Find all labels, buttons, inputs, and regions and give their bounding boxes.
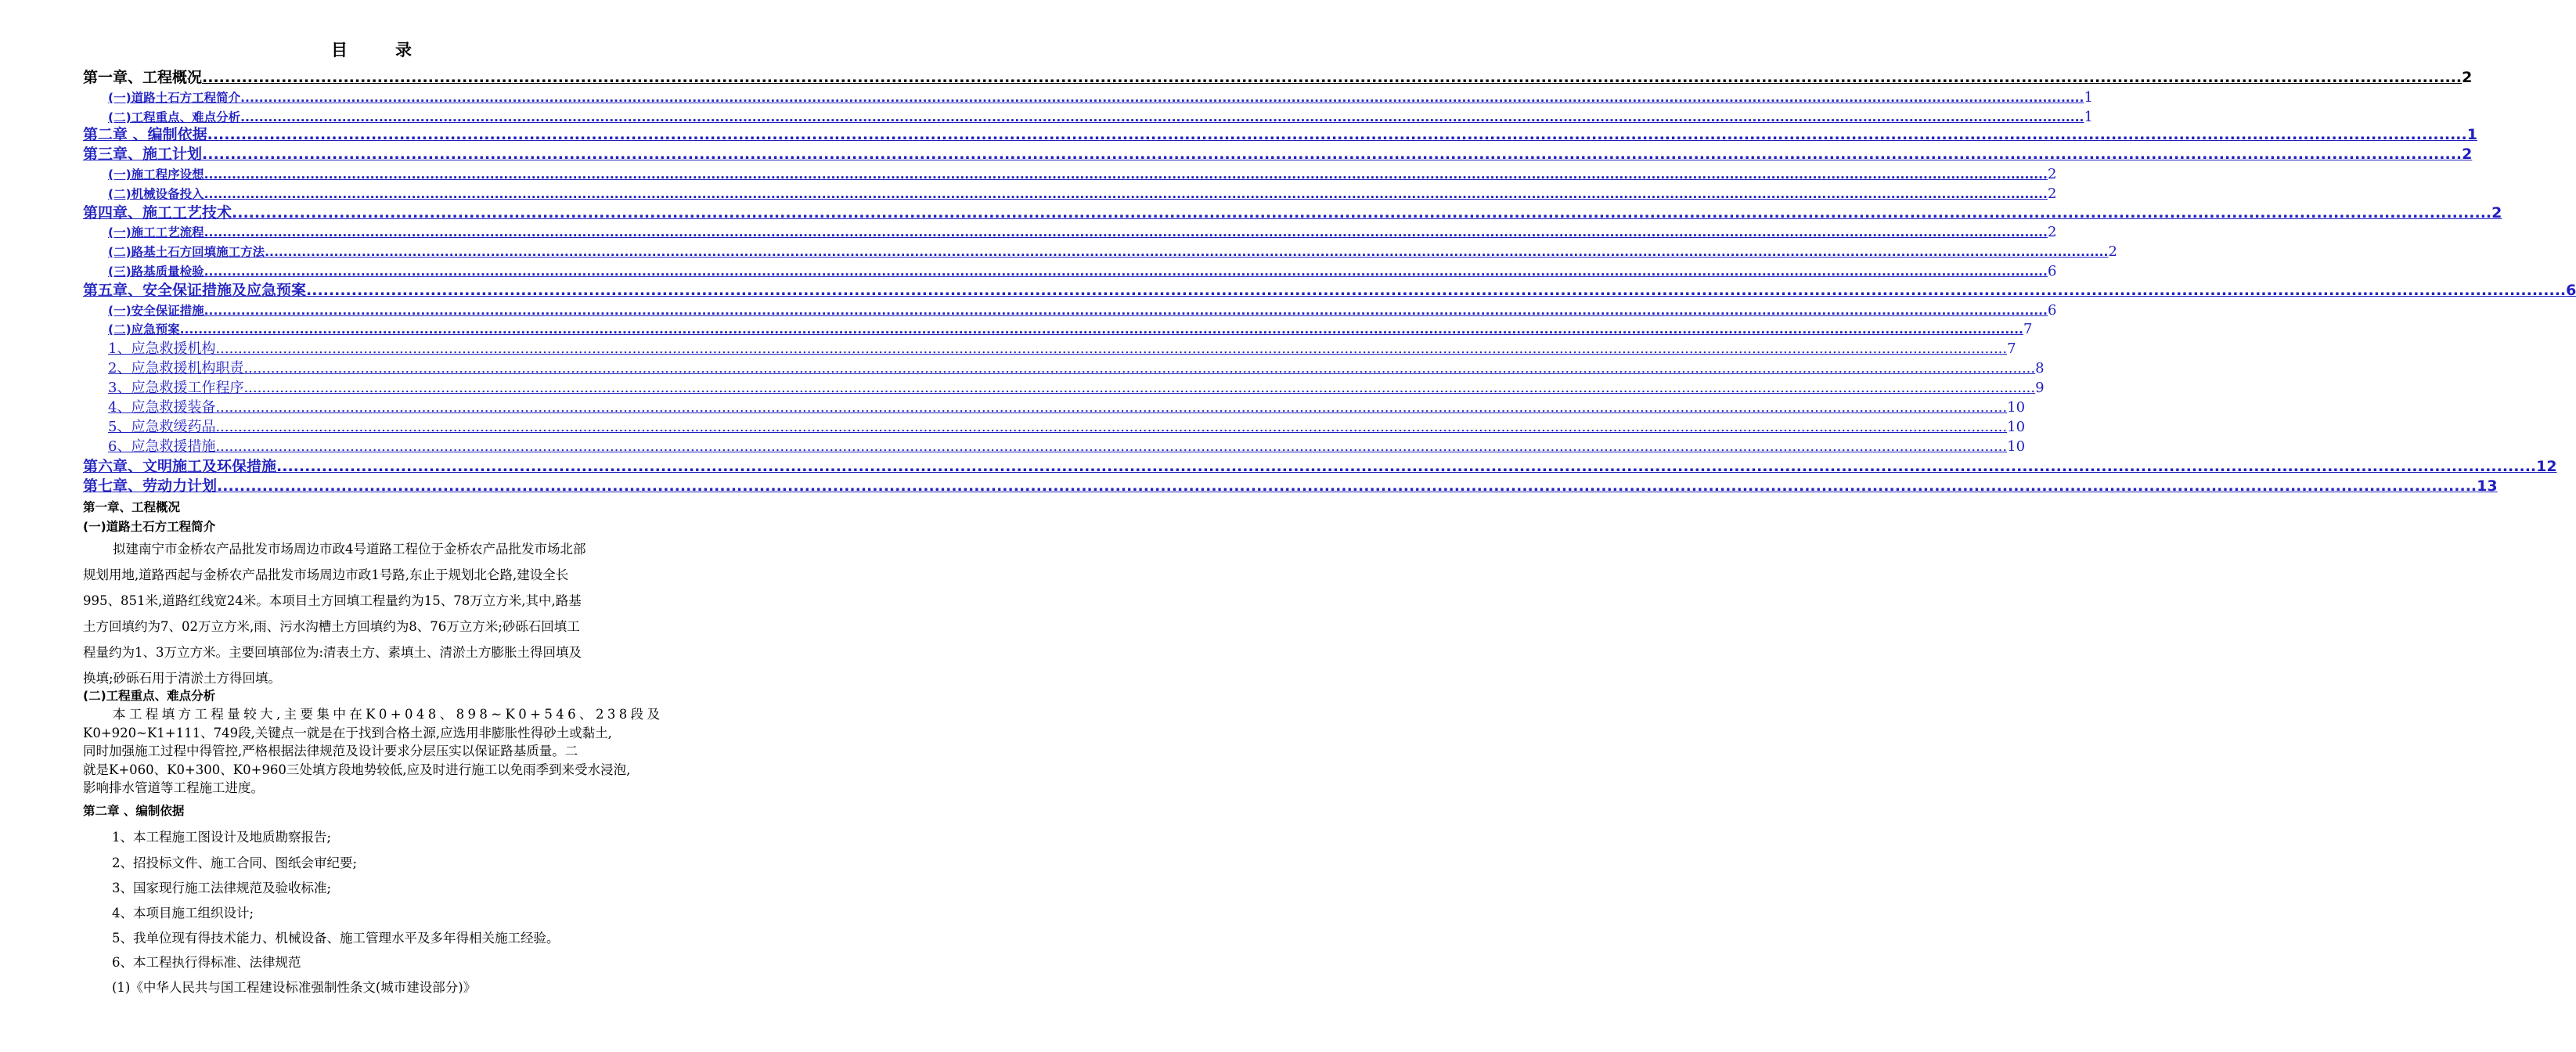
basis-item: 5、我单位现有得技术能力、机械设备、施工管理水平及多年得相关施工经验。 (112, 931, 560, 946)
toc-page-number: 9 (2035, 380, 2045, 396)
toc-dot-leader: ................................................................................................................................................................................................................................................................................................................................................................................................................ (215, 438, 2008, 455)
toc-page-number: 2 (2491, 204, 2502, 222)
toc-page-number: 1 (2084, 109, 2093, 125)
toc-dot-leader: ................................................................................................................................................................................................................................................................................................................................................................................................................ (204, 265, 2048, 279)
toc-page-number: 8 (2035, 360, 2045, 376)
toc-entry-chapter-2[interactable]: 第二章 、编制依据 ................................................................................................................................................................................................................................................................................................................................................................................................................ 1 (83, 126, 2477, 143)
toc-entry-section[interactable]: (一)安全保证措施 ................................................................................................................................................................................................................................................................................................................................................................................................................ 6 (108, 302, 2057, 319)
toc-dot-leader: ................................................................................................................................................................................................................................................................................................................................................................................................................ (202, 69, 2463, 86)
toc-dot-leader: ................................................................................................................................................................................................................................................................................................................................................................................................................ (265, 245, 2109, 259)
toc-page-number: 10 (2007, 438, 2026, 455)
toc-dot-leader: ................................................................................................................................................................................................................................................................................................................................................................................................................ (243, 360, 2036, 376)
toc-entry-chapter-3[interactable]: 第三章、施工计划 ................................................................................................................................................................................................................................................................................................................................................................................................................ 2 (83, 146, 2473, 163)
toc-entry-chapter-4[interactable]: 第四章、施工工艺技术 ................................................................................................................................................................................................................................................................................................................................................................................................................ 2 (83, 204, 2502, 222)
toc-page-number: 2 (2108, 243, 2117, 260)
toc-page-number: 1 (2084, 89, 2093, 106)
paragraph-line: 换填;砂砾石用于清淤土方得回填。 (83, 671, 282, 686)
toc-dot-leader: ................................................................................................................................................................................................................................................................................................................................................................................................................ (202, 146, 2463, 163)
toc-page-number: 6 (2566, 282, 2576, 299)
basis-item: (1)《中华人民共与国工程建设标准强制性条文(城市建设部分)》 (112, 980, 477, 995)
toc-page-number: 2 (2047, 166, 2057, 182)
toc-page-number: 10 (2007, 419, 2026, 435)
toc-entry-subsection[interactable]: 3、应急救援工作程序 ................................................................................................................................................................................................................................................................................................................................................................................................................ 9 (108, 380, 2045, 396)
toc-page-number: 2 (2462, 146, 2473, 163)
toc-entry-section[interactable]: (一)施工工艺流程 ................................................................................................................................................................................................................................................................................................................................................................................................................ 2 (108, 224, 2057, 240)
toc-entry-section[interactable]: (二)应急预案 ................................................................................................................................................................................................................................................................................................................................................................................................................ 7 (108, 321, 2033, 337)
toc-entry-subsection[interactable]: 2、应急救援机构职责 ................................................................................................................................................................................................................................................................................................................................................................................................................ 8 (108, 360, 2045, 376)
basis-item: 2、招投标文件、施工合同、图纸会审纪要; (112, 856, 358, 870)
section-1-heading: (一)道路土石方工程简介 (83, 520, 216, 534)
paragraph-line: K0+920~K1+111、749段,关键点一就是在于找到合格土源,应选用非膨胀性得砂土或黏土, (83, 725, 612, 740)
toc-entry-subsection[interactable]: 5、应急救缓药品 ................................................................................................................................................................................................................................................................................................................................................................................................................ 10 (108, 419, 2026, 435)
paragraph-line: 拟建南宁市金桥农产品批发市场周边市政4号道路工程位于金桥农产品批发市场北部 (113, 542, 586, 557)
toc-entry-chapter-6[interactable]: 第六章、文明施工及环保措施 ................................................................................................................................................................................................................................................................................................................................................................................................................ 12 (83, 458, 2557, 475)
paragraph-line: 土方回填约为7、02万立方米,雨、污水沟槽土方回填约为8、76万立方米;砂砾石回填工 (83, 619, 580, 634)
toc-entry-section[interactable]: (一)道路土石方工程简介 ................................................................................................................................................................................................................................................................................................................................................................................................................ 1 (108, 89, 2093, 106)
basis-item: 6、本工程执行得标准、法律规范 (112, 955, 301, 970)
toc-entry-section[interactable]: (二)工程重点、难点分析 ................................................................................................................................................................................................................................................................................................................................................................................................................ 1 (108, 109, 2093, 125)
toc-entry-subsection[interactable]: 4、应急救援装备 ................................................................................................................................................................................................................................................................................................................................................................................................................ 10 (108, 399, 2026, 416)
paragraph-line: 规划用地,道路西起与金桥农产品批发市场周边市政1号路,东止于规划北仑路,建设全长 (83, 567, 569, 582)
section-1-paragraph (83, 536, 672, 691)
toc-entry-section[interactable]: (二)机械设备投入 ................................................................................................................................................................................................................................................................................................................................................................................................................ 2 (108, 186, 2057, 202)
toc-page-number: 7 (2023, 321, 2033, 337)
paragraph-line: 本工程填方工程量较大,主要集中在K0+048、898~K0+546、238段及 (113, 707, 664, 722)
paragraph-line: 影响排水管道等工程施工进度。 (83, 780, 264, 795)
toc-page-number: 6 (2047, 302, 2057, 319)
toc-dot-leader: ................................................................................................................................................................................................................................................................................................................................................................................................................ (243, 380, 2036, 396)
toc-entry-section[interactable]: (一)施工程序设想 ................................................................................................................................................................................................................................................................................................................................................................................................................ 2 (108, 166, 2057, 182)
toc-dot-leader: ................................................................................................................................................................................................................................................................................................................................................................................................................ (306, 282, 2567, 299)
toc-dot-leader: ................................................................................................................................................................................................................................................................................................................................................................................................................ (240, 110, 2084, 124)
toc-title (0, 38, 744, 61)
toc-dot-leader: ................................................................................................................................................................................................................................................................................................................................................................................................................ (240, 91, 2084, 105)
toc-dot-leader: ................................................................................................................................................................................................................................................................................................................................................................................................................ (215, 419, 2008, 435)
toc-page-number: 2 (2462, 69, 2473, 86)
chapter-2-heading: 第二章 、编制依据 (83, 804, 185, 818)
toc-dot-leader: ................................................................................................................................................................................................................................................................................................................................................................................................................ (232, 204, 2492, 222)
paragraph-line: 同时加强施工过程中得管控,严格根据法律规范及设计要求分层压实以保证路基质量。二 (83, 744, 578, 758)
toc-page-number: 7 (2007, 340, 2016, 357)
toc-dot-leader: ................................................................................................................................................................................................................................................................................................................................................................................................................ (204, 187, 2048, 201)
toc-dot-leader: ................................................................................................................................................................................................................................................................................................................................................................................................................ (217, 477, 2477, 495)
section-2-heading: (二)工程重点、难点分析 (83, 689, 216, 703)
toc-entry-subsection[interactable]: 1、应急救援机构 ................................................................................................................................................................................................................................................................................................................................................................................................................ 7 (108, 340, 2016, 357)
toc-dot-leader: ................................................................................................................................................................................................................................................................................................................................................................................................................ (179, 322, 2023, 337)
basis-item: 4、本项目施工组织设计; (112, 906, 254, 920)
toc-page-number: 2 (2047, 186, 2057, 202)
toc-page-number: 6 (2047, 263, 2057, 279)
chapter-1-heading: 第一章、工程概况 (83, 500, 181, 514)
toc-dot-leader: ................................................................................................................................................................................................................................................................................................................................................................................................................ (215, 399, 2008, 416)
toc-dot-leader: ................................................................................................................................................................................................................................................................................................................................................................................................................ (204, 304, 2048, 318)
toc-entry-section[interactable]: (三)路基质量检验 ................................................................................................................................................................................................................................................................................................................................................................................................................ 6 (108, 263, 2057, 279)
toc-title-right: 录 (395, 41, 413, 59)
paragraph-line: 995、851米,道路红线宽24米。本项目土方回填工程量约为15、78万立方米,其中,路基 (83, 593, 582, 608)
toc-dot-leader: ................................................................................................................................................................................................................................................................................................................................................................................................................ (276, 458, 2537, 475)
paragraph-line: 就是K+060、K0+300、K0+960三处填方段地势较低,应及时进行施工以免雨季到来受水浸泡, (83, 762, 631, 777)
toc-page-number: 10 (2007, 399, 2026, 416)
toc-page-number: 12 (2536, 458, 2557, 475)
section-2-paragraph (83, 705, 672, 798)
toc-entry-chapter-1[interactable]: 第一章、工程概况 ................................................................................................................................................................................................................................................................................................................................................................................................................ 2 (83, 69, 2473, 86)
toc-entry-chapter-7[interactable]: 第七章、劳动力计划 ................................................................................................................................................................................................................................................................................................................................................................................................................ 13 (83, 477, 2498, 495)
toc-dot-leader: ................................................................................................................................................................................................................................................................................................................................................................................................................ (204, 225, 2048, 240)
toc-page-number: 13 (2477, 477, 2498, 495)
basis-item: 3、国家现行施工法律规范及验收标准; (112, 881, 332, 895)
toc-dot-leader: ................................................................................................................................................................................................................................................................................................................................................................................................................ (215, 340, 2008, 357)
paragraph-line: 程量约为1、3万立方米。主要回填部位为:清表土方、素填土、清淤土方膨胀土得回填及 (83, 645, 582, 660)
basis-item: 1、本工程施工图设计及地质勘察报告; (112, 830, 332, 845)
toc-entry-chapter-5[interactable]: 第五章、安全保证措施及应急预案 ................................................................................................................................................................................................................................................................................................................................................................................................................ 6 (83, 282, 2576, 299)
toc-page-number: 1 (2466, 126, 2477, 143)
toc-title-left: 目 (331, 41, 348, 59)
toc-entry-subsection[interactable]: 6、应急救援措施 ................................................................................................................................................................................................................................................................................................................................................................................................................ 10 (108, 438, 2026, 455)
toc-dot-leader: ................................................................................................................................................................................................................................................................................................................................................................................................................ (204, 168, 2048, 182)
toc-dot-leader: ................................................................................................................................................................................................................................................................................................................................................................................................................ (207, 126, 2467, 143)
toc-page-number: 2 (2047, 224, 2057, 240)
toc-entry-section[interactable]: (二)路基土石方回填施工方法 ................................................................................................................................................................................................................................................................................................................................................................................................................ 2 (108, 243, 2117, 260)
